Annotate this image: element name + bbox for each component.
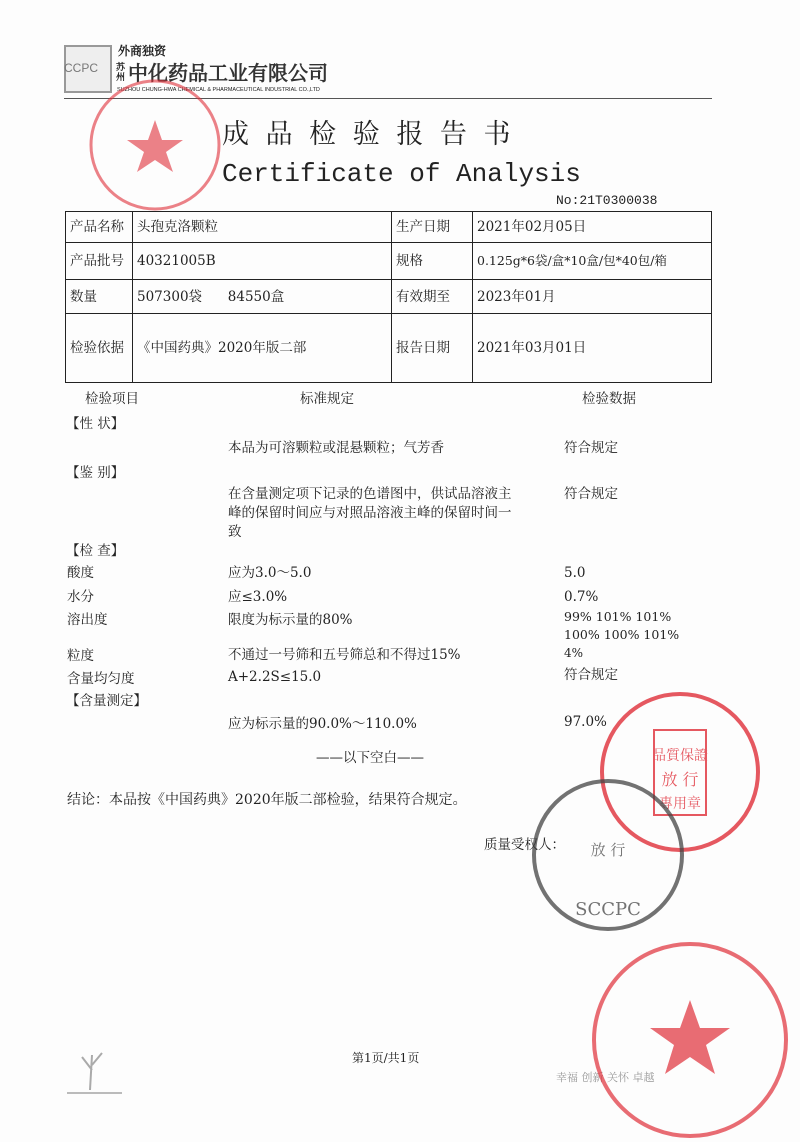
col-standard: 标准规定 [300,391,354,407]
page-info: 第1页/共1页 [352,1051,420,1065]
product-name: 头孢克洛颗粒 [133,212,392,243]
col-item: 检验项目 [85,391,139,407]
identification-standard-2: 峰的保留时间应与对照品溶液主峰的保留时间一 [228,505,512,521]
svg-text:專用章: 專用章 [659,796,701,812]
section-checks: 【检 查】 [66,543,125,559]
qty-label: 数量 [66,280,133,314]
assay-result: 97.0% [564,714,607,730]
expiry-label: 有效期至 [392,280,473,314]
company-name: 中化药品工业有限公司 [128,61,328,85]
report-date-label: 报告日期 [392,314,473,383]
identification-result: 符合规定 [564,486,618,502]
section-appearance: 【性 状】 [66,416,125,432]
title-en: Certificate of Analysis [222,159,581,189]
svg-text:品質保證: 品質保證 [652,748,708,764]
svg-text:放 行: 放 行 [590,841,626,859]
water-standard: 应≤3.0% [228,589,288,605]
report-number: No:21T0300038 [556,193,658,208]
col-result: 检验数据 [582,391,636,407]
section-identification: 【鉴 别】 [66,465,125,481]
logo-text: CCPC [64,61,99,75]
basis-label: 检验依据 [66,314,133,383]
acidity-result: 5.0 [564,565,586,581]
basis: 《中国药典》2020年版二部 [133,314,392,383]
section-assay: 【含量测定】 [66,693,147,709]
prod-date: 2021年02月05日 [473,212,712,243]
report-date: 2021年03月01日 [473,314,712,383]
blank-note: ——以下空白—— [316,750,424,766]
company-en: SUZHOU CHUNG-HWA CHEMICAL & PHARMACEUTICAL INDUSTRIAL CO.,LTD [117,87,320,93]
top-left-stamp-icon [85,75,225,215]
signature-label: 质量受权人： [484,837,565,853]
uniformity-result: 符合规定 [564,667,618,683]
spec-label: 规格 [392,243,473,280]
prod-date-label: 生产日期 [392,212,473,243]
dissolution-result-1: 99% 101% 101% [564,609,672,624]
batch-number: 40321005B [133,243,392,280]
acidity-item: 酸度 [67,565,94,581]
expiry: 2023年01月 [473,280,712,314]
dissolution-standard: 限度为标示量的80% [228,612,353,628]
identification-standard-3: 致 [228,524,242,540]
spec: 0.125g*6袋/盒*10盒/包*40包/箱 [473,243,712,280]
assay-standard: 应为标示量的90.0%～110.0% [228,716,417,732]
acidity-standard: 应为3.0～5.0 [228,565,312,581]
footer-motto: 幸福 创新 关怀 卓越 [556,1071,655,1084]
granularity-standard: 不通过一号筛和五号筛总和不得过15% [228,647,461,663]
footer-tree-logo-icon [62,1045,122,1095]
granularity-result: 4% [564,646,584,660]
uniformity-standard: A+2.2S≤15.0 [228,669,322,685]
quantity: 507300袋 84550盒 [133,280,392,314]
appearance-result: 符合规定 [564,440,618,456]
water-result: 0.7% [564,589,599,605]
bottom-stamp-icon [590,940,790,1140]
product-name-label: 产品名称 [66,212,133,243]
svg-text:SCCPC: SCCPC [575,899,641,920]
conclusion: 结论：本品按《中国药典》2020年版二部检验，结果符合规定。 [67,792,467,808]
granularity-item: 粒度 [67,648,94,664]
company-prefix: 苏州 [116,63,126,83]
product-info-table [65,211,712,383]
appearance-standard: 本品为可溶颗粒或混悬颗粒；气芳香 [228,440,444,456]
middle-stamp-icon [528,775,688,935]
uniformity-item: 含量均匀度 [67,671,135,687]
dissolution-item: 溶出度 [67,612,108,628]
water-item: 水分 [67,589,94,605]
svg-text:放 行: 放 行 [661,770,699,789]
tagline: 外商独资 [118,44,167,58]
title-cn: 成 品 检 验 报 告 书 [222,119,515,150]
identification-standard-1: 在含量测定项下记录的色谱图中，供试品溶液主 [228,486,512,502]
dissolution-result-2: 100% 100% 101% [564,627,680,642]
batch-label: 产品批号 [66,243,133,280]
